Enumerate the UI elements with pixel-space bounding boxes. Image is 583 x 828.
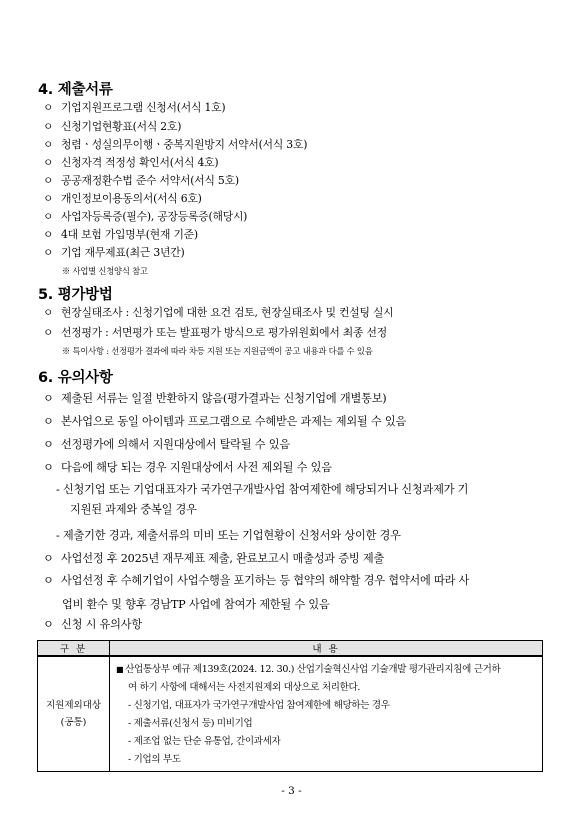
content-lead: ■ 산업통상부 예규 제139호(2024. 12. 30.) 산업기술혁신사업 기술개발 평가관리지침에 근거하 <box>116 664 501 675</box>
table-row <box>38 656 543 772</box>
sec6-item-1: ㅇ 제출된 서류는 일절 반환하지 않음(평가결과는 신청기업에 개별통보) <box>43 392 387 405</box>
sec6-item-6: ㅇ 사업선정 후 수혜기업이 사업수행을 포기하는 등 협약의 해약할 경우 협약서에 따라 사 <box>43 574 470 587</box>
page-number: - 3 - <box>281 785 302 797</box>
sec6-item-6-cont: 업비 환수 및 향후 경남TP 사업에 참여가 제한될 수 있음 <box>62 598 330 611</box>
exclusion-table <box>37 640 543 772</box>
table-header-row <box>38 641 543 657</box>
sec4-item-4: ㅇ 신청자격 적정성 확인서(서식 4호) <box>43 156 219 169</box>
content-row-2: - 제출서류(신청서 등) 미비기업 <box>128 718 253 729</box>
sec4-item-8: ㅇ 4대 보험 가입명부(현재 기준) <box>43 228 198 241</box>
content-row-3: - 제조업 없는 단순 유통업, 간이과세자 <box>128 736 281 747</box>
sec6-subitem-1-cont: 지원된 과제와 중복일 경우 <box>70 503 197 516</box>
sec6-item-4: ㅇ 다음에 해당 되는 경우 지원대상에서 사전 제외될 수 있음 <box>43 461 332 474</box>
sec6-item-2: ㅇ 본사업으로 동일 아이템과 프로그램으로 수혜받은 과제는 제외될 수 있음 <box>43 415 407 428</box>
sec4-item-7: ㅇ 사업자등록증(필수), 공장등록증(해당시) <box>43 210 248 223</box>
content-row-4: - 기업의 부도 <box>128 754 181 765</box>
table-content-cell <box>110 656 543 772</box>
content-lead-cont: 여 하기 사항에 대해서는 사전지원제외 대상으로 처리한다. <box>128 682 361 693</box>
sec6-item-7: ㅇ 신청 시 유의사항 <box>43 618 142 631</box>
sec6-subitem-2: - 제출기한 경과, 제출서류의 미비 또는 기업현황이 신청서와 상이한 경우 <box>56 529 401 542</box>
sec4-item-5: ㅇ 공공재정환수법 준수 서약서(서식 5호) <box>43 174 239 187</box>
sec4-item-2: ㅇ 신청기업현황표(서식 2호) <box>43 120 182 133</box>
sec4-note: ※ 사업별 신청양식 참고 <box>62 266 148 276</box>
sec4-item-1: ㅇ 기업지원프로그램 신청서(서식 1호) <box>43 101 226 114</box>
category-line-1: 지원제외대상 <box>45 700 102 711</box>
sec6-item-5: ㅇ 사업선정 후 2025년 재무제표 제출, 완료보고시 매출성과 증빙 제출 <box>43 552 385 565</box>
table-header-content: 내 용 <box>110 641 543 657</box>
section-6-title: 6. 유의사항 <box>38 370 113 386</box>
category-line-2: (공통) <box>60 717 87 728</box>
table-category-cell <box>38 656 110 772</box>
sec4-item-9: ㅇ 기업 재무제표(최근 3년간) <box>43 246 185 259</box>
sec4-item-6: ㅇ 개인정보이용동의서(서식 6호) <box>43 192 202 205</box>
section-5-title: 5. 평가방법 <box>38 287 113 303</box>
sec5-note: ※ 특이사항 : 선정평가 결과에 따라 차등 지원 또는 지원금액이 공고 내용과 다를 수 있음 <box>62 346 373 356</box>
content-row-1: - 신청기업, 대표자가 국가연구개발사업 참여제한에 해당하는 경우 <box>128 700 390 711</box>
section-4-title: 4. 제출서류 <box>38 82 113 98</box>
sec5-item-1: ㅇ 현장실태조사 : 신청기업에 대한 요건 검토, 현장실태조사 및 컨설팅 실시 <box>43 306 394 319</box>
square-bullet-icon: ■ <box>116 665 124 674</box>
sec6-subitem-1: - 신청기업 또는 기업대표자가 국가연구개발사업 참여제한에 해당되거나 신청과제가 기 <box>56 483 469 496</box>
table-header-category: 구 분 <box>38 641 110 657</box>
sec5-item-2: ㅇ 선정평가 : 서면평가 또는 발표평가 방식으로 평가위원회에서 최종 선정 <box>43 326 387 339</box>
sec6-item-3: ㅇ 선정평가에 의해서 지원대상에서 탈락될 수 있음 <box>43 438 290 451</box>
sec4-item-3: ㅇ 청렴ㆍ성실의무이행ㆍ중복지원방지 서약서(서식 3호) <box>43 138 308 151</box>
